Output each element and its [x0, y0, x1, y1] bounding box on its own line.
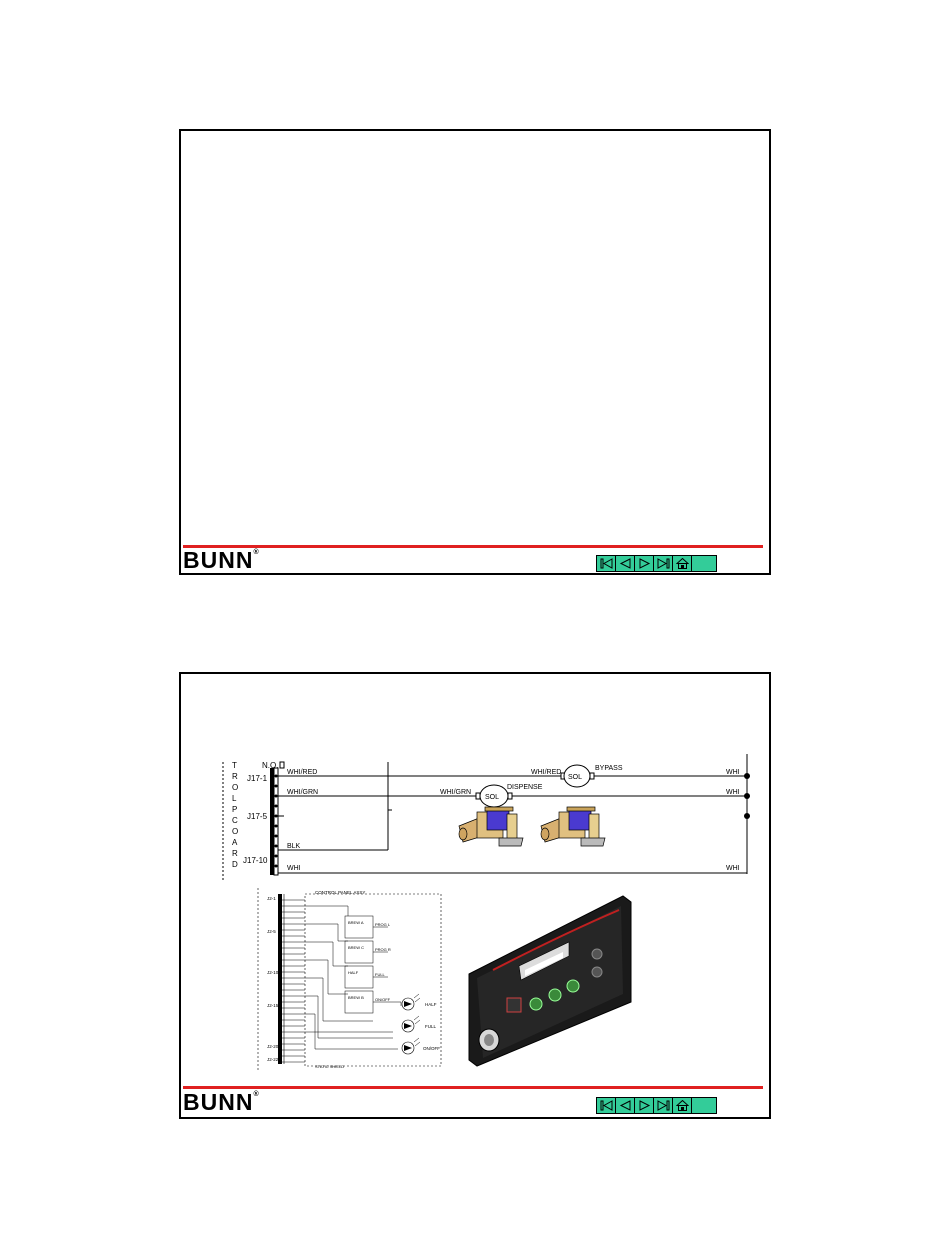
board-letter: C [232, 816, 238, 825]
last-page-icon [657, 1100, 670, 1111]
switch-side-label: ON/OFF [375, 997, 391, 1002]
wire-whi-grn-right: WHI/GRN [440, 789, 472, 796]
led-label: HALF [425, 1002, 437, 1007]
pin-label: J2-5 [267, 929, 276, 934]
footer-red-line [183, 545, 763, 548]
control-panel-image [463, 894, 633, 1069]
bypass-sol-label: SOL [568, 774, 583, 781]
j17-5-label: J17-5 [247, 812, 268, 821]
j17-10-label: J17-10 [243, 856, 268, 865]
switch-label: BREW B [348, 995, 364, 1000]
switch-label: HALF [348, 970, 359, 975]
pin-label: J2-15 [267, 1003, 279, 1008]
dispense-sol-label: SOL [485, 794, 500, 801]
bunn-logo: BUNN® [183, 547, 259, 573]
slide-2 [179, 672, 771, 1119]
board-letter: R [232, 772, 238, 781]
home-icon [676, 558, 689, 569]
pin-label: J2-10 [267, 970, 279, 975]
board-label [232, 761, 238, 869]
pin-label: J2-20 [267, 1044, 279, 1049]
last-page-icon [657, 558, 670, 569]
j17-1-label: J17-1 [247, 774, 268, 783]
board-letter: O [232, 783, 239, 792]
switch-side-label: FULL [375, 972, 385, 977]
previous-page-icon [619, 558, 632, 569]
first-page-button[interactable] [597, 556, 616, 571]
wire-blk-label: BLK [287, 843, 301, 850]
bypass-label: BYPASS [595, 765, 623, 772]
wire-whi-grn-left: WHI/GRN [287, 789, 319, 796]
switch-side-label: PROG L [375, 922, 391, 927]
wire-whi-left-bottom: WHI [287, 865, 301, 872]
last-page-button[interactable] [654, 556, 673, 571]
previous-page-button[interactable] [616, 556, 635, 571]
wire-whi-red-left: WHI/RED [287, 769, 318, 776]
slide-navigation [596, 555, 717, 572]
switch-side-label: PROG R [375, 947, 391, 952]
home-icon [676, 1100, 689, 1111]
last-page-button[interactable] [654, 1098, 673, 1113]
first-page-icon [600, 558, 613, 569]
home-button[interactable] [673, 1098, 692, 1113]
dispense-label: DISPENSE [507, 784, 543, 791]
next-page-icon [638, 558, 651, 569]
control-panel-title: CONTROL PANEL ASSY [315, 890, 366, 895]
footer-red-line [183, 1086, 763, 1089]
bunn-logo: BUNN® [183, 1089, 259, 1115]
next-page-icon [638, 1100, 651, 1111]
switch-label: BREW C [348, 945, 364, 950]
static-shield-label: STATIC SHIELD [315, 1064, 345, 1069]
first-page-button[interactable] [597, 1098, 616, 1113]
wire-whi-right-1: WHI [726, 769, 740, 776]
no-label: N.O. [262, 761, 279, 770]
switch-label: BREW A [348, 920, 364, 925]
board-letter: D [232, 860, 238, 869]
board-letter: R [232, 849, 238, 858]
wire-whi-right-2: WHI [726, 789, 740, 796]
pin-label: J2-22 [267, 1057, 279, 1062]
pin-label: J2-1 [267, 896, 276, 901]
wire-whi-red-right: WHI/RED [531, 769, 562, 776]
previous-page-icon [619, 1100, 632, 1111]
bypass-solenoid-valve-image [541, 807, 605, 846]
led-label: FULL [425, 1024, 437, 1029]
board-letter: O [232, 827, 239, 836]
slide-1 [179, 129, 771, 575]
dispense-solenoid-valve-image [459, 807, 523, 846]
home-button[interactable] [673, 556, 692, 571]
board-letter: A [232, 838, 238, 847]
board-letter: L [232, 794, 237, 803]
wire-whi-right-bottom: WHI [726, 865, 740, 872]
control-panel-schematic [253, 886, 443, 1076]
next-page-button[interactable] [635, 1098, 654, 1113]
first-page-icon [600, 1100, 613, 1111]
slide-navigation [596, 1097, 717, 1114]
board-letter: P [232, 805, 238, 814]
board-letter: T [232, 761, 237, 770]
next-page-button[interactable] [635, 556, 654, 571]
previous-page-button[interactable] [616, 1098, 635, 1113]
led-label: ON/OFF [423, 1046, 440, 1051]
